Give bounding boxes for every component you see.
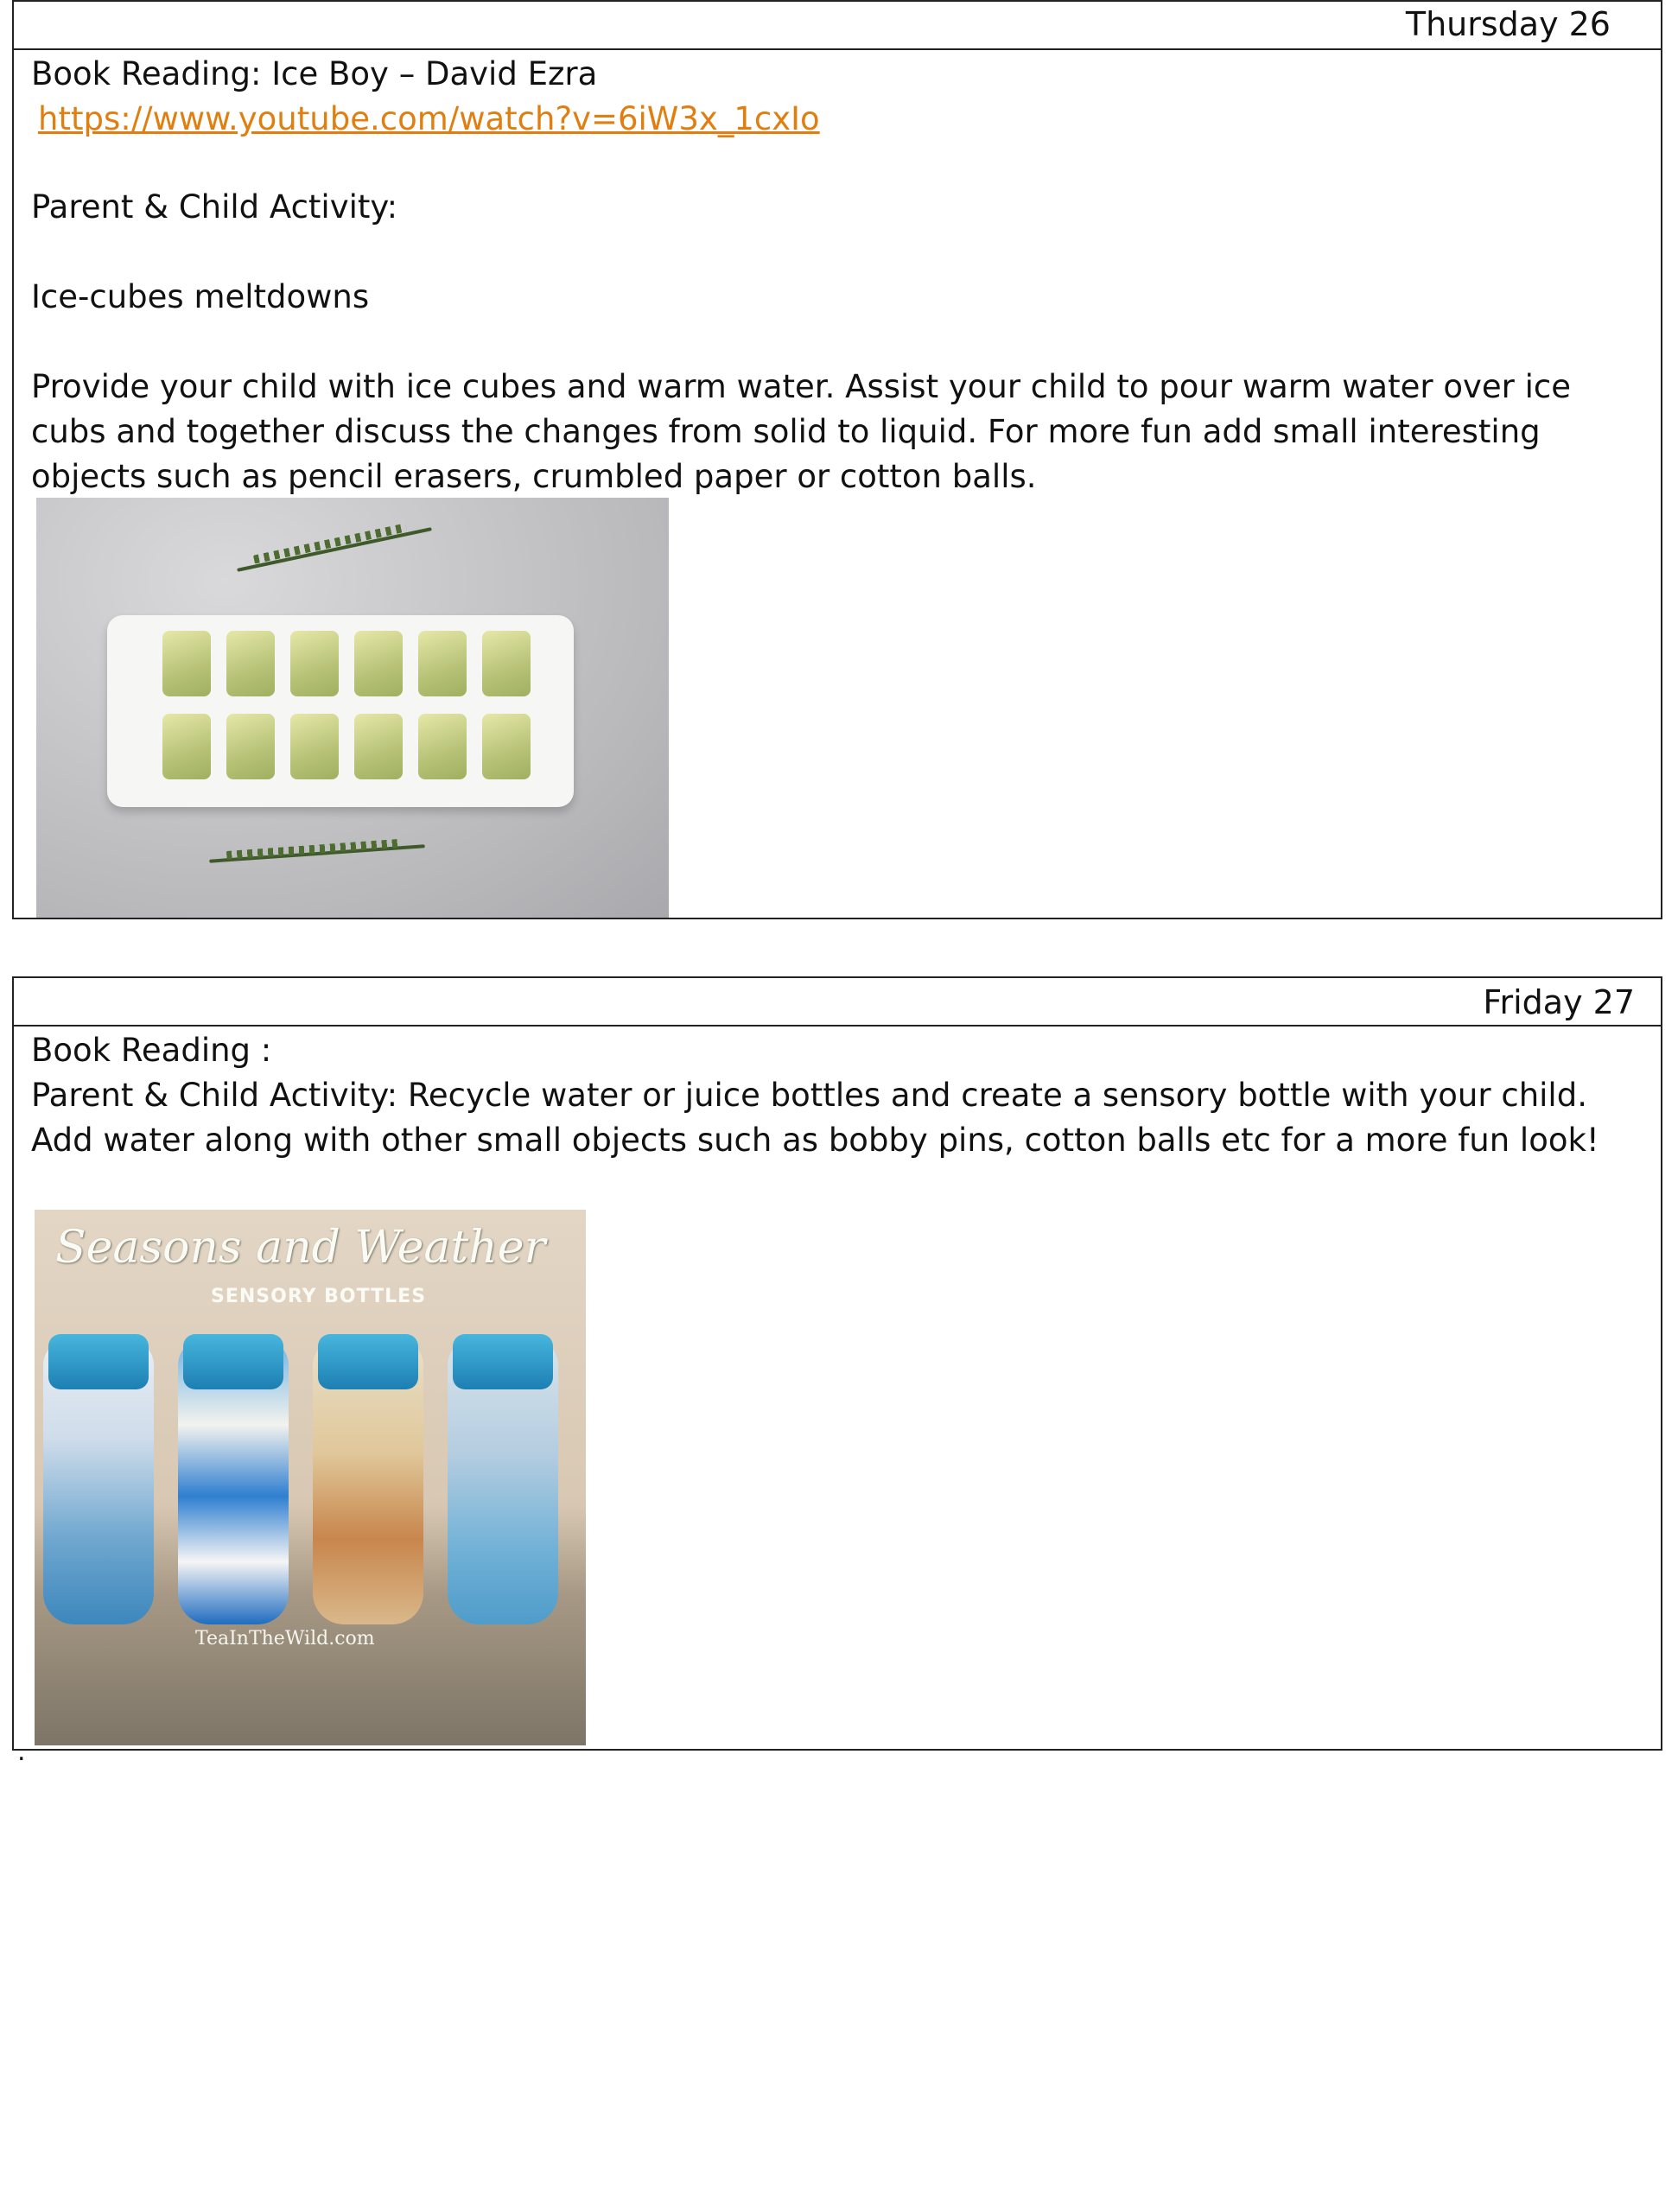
bottle bbox=[43, 1339, 154, 1624]
thursday-section bbox=[12, 0, 1662, 919]
ice-tray bbox=[107, 615, 574, 807]
ice-cube-tray-photo bbox=[36, 498, 669, 918]
activity-title: Ice-cubes meltdowns bbox=[31, 278, 370, 315]
activity-description: Provide your child with ice cubes and warm water. Assist your child to pour warm water over ice cubs and together discuss the changes from solid to liquid. For more fun add small interesting objects such as pencil erasers, crumbled paper or cotton balls. bbox=[31, 368, 1571, 495]
date-label: Friday 27 bbox=[1483, 983, 1635, 1021]
date-header-row bbox=[14, 978, 1661, 1027]
date-label: Thursday 26 bbox=[1405, 5, 1611, 43]
youtube-link[interactable]: https://www.youtube.com/watch?v=6iW3x_1cxIo bbox=[38, 100, 820, 137]
photo-title: Seasons and Weather bbox=[55, 1222, 546, 1274]
date-header-row bbox=[14, 2, 1661, 50]
activity-description: Parent & Child Activity: Recycle water or juice bottles and create a sensory bottle with your child. Add water along with other small objects such as bobby pins, cotton balls etc for a more fun look! bbox=[31, 1077, 1599, 1159]
bottle bbox=[313, 1339, 423, 1624]
sensory-bottles-photo bbox=[35, 1210, 586, 1745]
photo-subtitle: SENSORY BOTTLES bbox=[211, 1286, 427, 1307]
bottle bbox=[178, 1339, 289, 1624]
trailing-mark: . bbox=[17, 1737, 26, 1767]
activity-label: Parent & Child Activity: bbox=[31, 188, 398, 226]
book-reading-title: Book Reading: Ice Boy – David Ezra bbox=[31, 55, 598, 92]
photo-credit: TeaInTheWild.com bbox=[195, 1628, 375, 1649]
book-reading-title: Book Reading : bbox=[31, 1032, 272, 1069]
bottle bbox=[448, 1339, 558, 1624]
